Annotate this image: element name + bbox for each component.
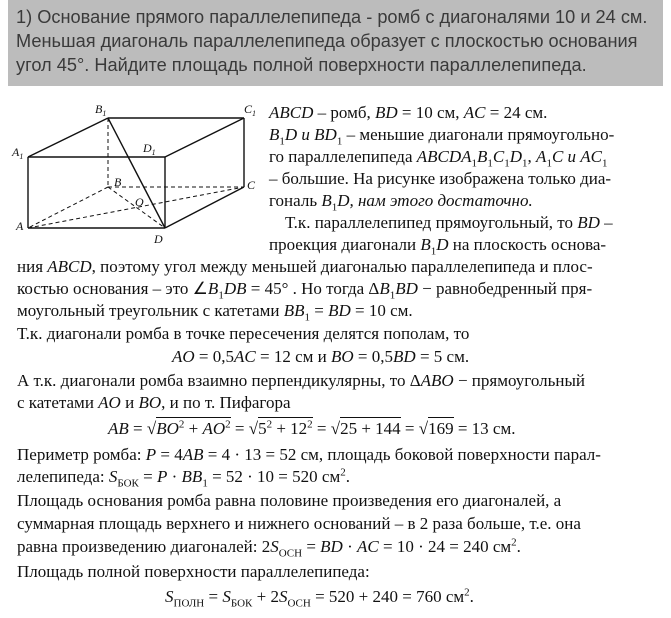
edge — [28, 118, 108, 157]
solution-line-14: с катетами AO и BO, и по т. Пифагора — [17, 393, 291, 412]
solution-line-2: $B_1D$ и $BD_1$ – меньшие диагонали прямоугольно- — [269, 125, 615, 148]
label-a: A — [16, 219, 24, 233]
label-c: C — [247, 178, 256, 192]
solution-line-8: ния ABCD, поэтому угол между меньшей диагональю параллелепипеда и плос- — [17, 257, 593, 276]
label-a1: $A_1$ — [12, 145, 24, 161]
problem-line: Меньшая диагональ параллелепипеда образует с плоскостью основания — [16, 31, 638, 51]
solution-line-6: Т.к. параллелепипед прямоугольный, то BD – — [285, 213, 613, 232]
diagonal-b1d — [108, 118, 165, 228]
solution-line-13: А т.к. диагонали ромба взаимно перпендикулярны, то ΔABO − прямоугольный — [17, 371, 585, 390]
solution-line-17: лелепипеда: $S_{БОК} = P \cdot BB_1 = 52 \cdot 10 = 520$ $см^2$. — [17, 466, 350, 490]
label-b: B — [114, 175, 122, 189]
solution-line-3: го параллелепипеда $ABCDA_1B_1C_1D_1$, $A_1C$ и $AC_1$ — [269, 147, 608, 170]
hidden-edge — [28, 187, 108, 228]
solution-line-12: AO = 0,5AC = 12 см и BO = 0,5BD = 5 см. — [172, 347, 470, 366]
problem-line: 1) Основание прямого параллелепипеда - ромб с диагоналями 10 и 24 см. — [16, 7, 648, 27]
label-d: D — [154, 232, 163, 246]
solution-line-20: равна произведению диагоналей: $2S_{ОСН}$ = BD · AC = 10 · 24 = 240 $см^2$. — [17, 536, 521, 560]
solution-line-9: костью основания – это $\angle B_1DB = 45^\circ$ . Но тогда $\Delta B_1BD$ − равнобедренный пря- — [17, 279, 593, 302]
problem-line: угол 45°. Найдите площадь полной поверхности параллелепипеда. — [16, 55, 587, 75]
solution-line-11: Т.к. диагонали ромба в точке пересечения делятся пополам, то — [17, 324, 470, 343]
solution-line-7: проекция диагонали $B_1D$ на плоскость основа- — [269, 235, 607, 258]
solution-line-5: гональ $B_1D$, нам этого достаточно. — [269, 191, 533, 214]
solution-line-10: моугольный треугольник с катетами $BB_1$ = BD = 10 см. — [17, 301, 413, 324]
solution-line-21: Площадь полной поверхности параллелепипеда: — [17, 562, 370, 581]
solution-line-15: AB = $√BO^2 + AO^2 = √5^2 + 12^2 = √25 + 144 = √169 = 13$ см. — [108, 418, 516, 438]
label-c1: $C_1$ — [244, 102, 257, 118]
solution-line-1: ABCD – ромб, BD = 10 см, AC = 24 см. — [269, 103, 548, 122]
solution-line-18: Площадь основания ромба равна половине произведения его диагоналей, а — [17, 491, 562, 510]
edge — [165, 118, 244, 157]
solution-line-22: $S_{ПОЛН} = S_{БОК} + 2S_{ОСН} = 520 + 240 = 760$ $см^2$. — [165, 586, 474, 610]
solution-line-4: – большие. На рисунке изображена только диа- — [269, 169, 612, 188]
parallelepiped-figure — [10, 100, 265, 248]
label-b1: $B_1$ — [95, 102, 107, 118]
label-d1: $D_1$ — [143, 141, 156, 157]
label-o: O — [135, 195, 144, 209]
problem-statement — [8, 0, 663, 86]
solution-line-16: Периметр ромба: P = 4AB = 4 · 13 = 52 см, площадь боковой поверхности парал- — [17, 445, 601, 464]
edge — [165, 187, 244, 228]
solution-line-19: суммарная площадь верхнего и нижнего оснований – в 2 раза больше, т.е. она — [17, 514, 581, 533]
